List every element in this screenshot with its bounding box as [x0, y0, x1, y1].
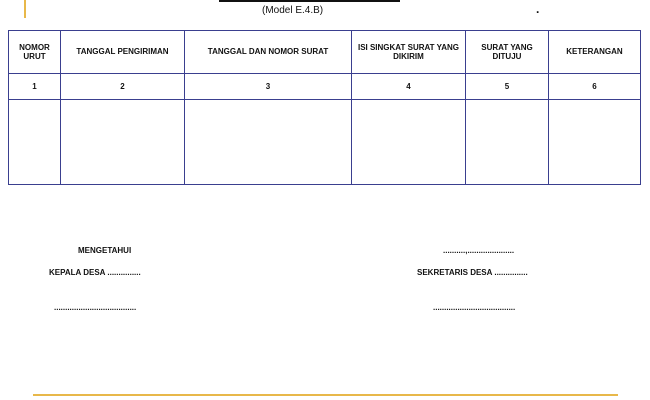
column-header-isi-singkat: ISI SINGKAT SURAT YANG DIKIRIM — [352, 31, 466, 74]
accent-bar-left — [24, 0, 26, 18]
right-signature-place-date: ..........,..................... — [443, 246, 515, 255]
column-header-nomor-urut: NOMOR URUT — [9, 31, 61, 74]
column-number: 3 — [185, 74, 352, 100]
left-signature-name-line: ..................................... — [54, 303, 137, 312]
outgoing-letter-register-table — [8, 30, 641, 185]
title-underline — [219, 0, 400, 2]
column-header-keterangan: KETERANGAN — [549, 31, 641, 74]
stray-mark: . — [536, 2, 540, 16]
empty-cell — [466, 100, 549, 185]
column-number-row — [9, 74, 641, 100]
right-signature-name-line: ..................................... — [433, 303, 516, 312]
footer-accent-rule — [33, 394, 618, 396]
empty-cell — [185, 100, 352, 185]
column-number: 1 — [9, 74, 61, 100]
empty-entry-row — [9, 100, 641, 185]
column-number: 6 — [549, 74, 641, 100]
left-signature-heading: MENGETAHUI — [78, 246, 132, 255]
right-signature-title: SEKRETARIS DESA ............... — [417, 268, 528, 277]
column-header-tanggal-nomor-surat: TANGGAL DAN NOMOR SURAT — [185, 31, 352, 74]
column-number: 5 — [466, 74, 549, 100]
column-number: 4 — [352, 74, 466, 100]
empty-cell — [352, 100, 466, 185]
form-model-label: (Model E.4.B) — [262, 5, 324, 16]
left-signature-title: KEPALA DESA ............... — [49, 268, 141, 277]
empty-cell — [9, 100, 61, 185]
empty-cell — [61, 100, 185, 185]
empty-cell — [549, 100, 641, 185]
column-header-tanggal-pengiriman: TANGGAL PENGIRIMAN — [61, 31, 185, 74]
table-header-row — [9, 31, 641, 74]
column-header-surat-dituju: SURAT YANG DITUJU — [466, 31, 549, 74]
column-number: 2 — [61, 74, 185, 100]
